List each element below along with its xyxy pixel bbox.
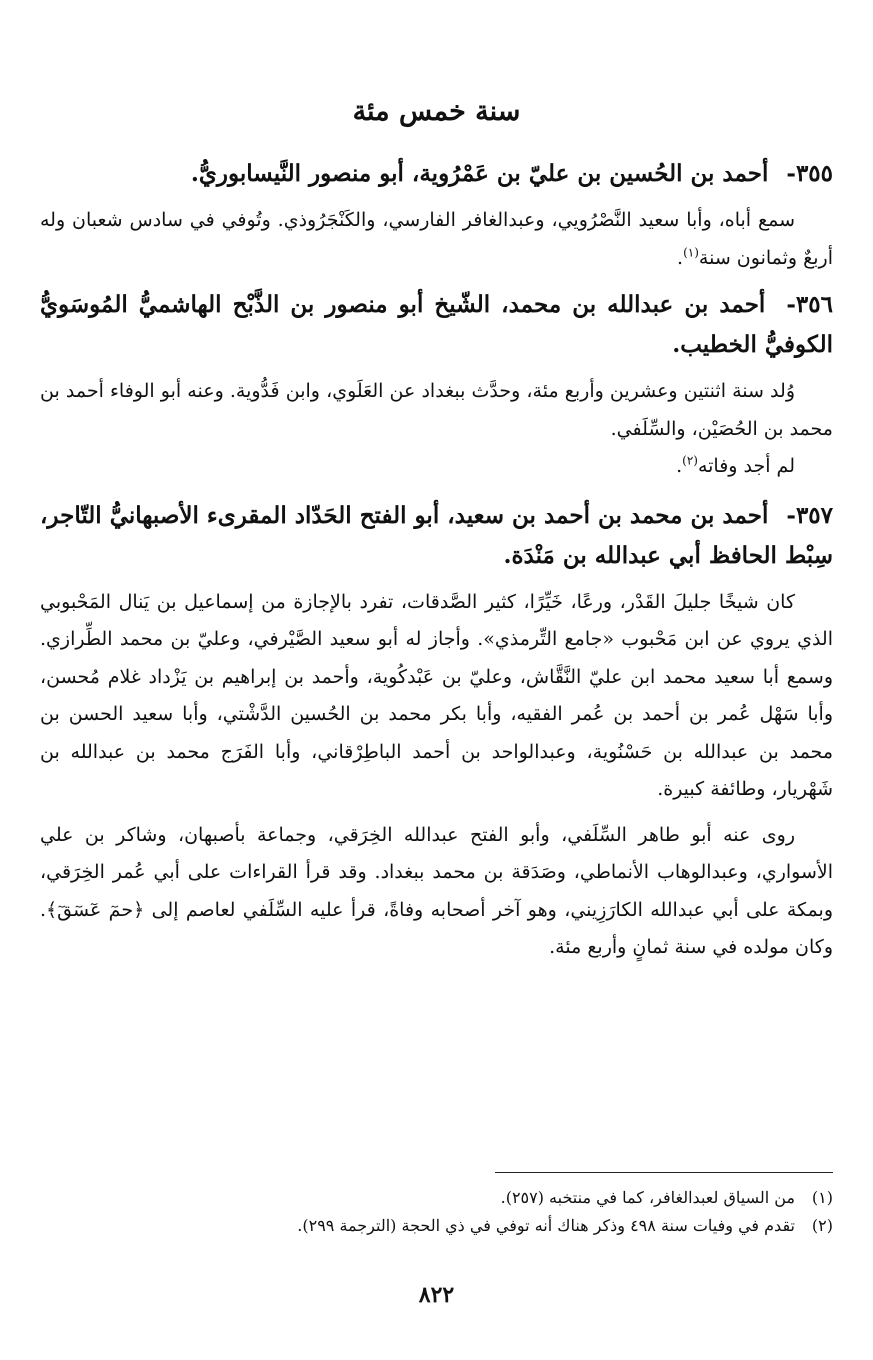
footnote-text: تقدم في وفيات سنة ٤٩٨ وذكر هناك أنه توفي في ذي الحجة (الترجمة ٢٩٩). — [297, 1216, 795, 1235]
entry-text: لم أجد وفاته — [697, 455, 795, 477]
footnote-2 — [40, 1212, 833, 1240]
entry-357-text: كان شيخًا جليلَ القَدْر، ورعًا، خَيِّرًا، كثير الصَّدقات، تفرد بالإجازة من إسماعيل بن يَنال المَحْبوبي الذي يروي عن ابن مَحْبوب «جامع التِّرمذي». وأجاز له أبو سعيد الصَّيْرفي، وعليّ بن محمد الطِّرازي. وسمع أبا سعيد محمد ابن عليّ النَّقَّاش، وعليّ بن عَبْدكُوية، وأحمد بن إبراهيم بن يَزْداد غلام مُحسن، وأبا سَهْل عُمر بن أحمد بن عُمر الفقيه، وأبا بكر محمد بن الحُسين الدَّشْتي، وأبا سعيد الحسن بن محمد بن عبدالله بن حَسْنُوية، وعبدالواحد بن أحمد الباطِرْقاني، وأبا الفَرَج محمد بن عبدالله بن شَهْريار، وطائفة كبيرة. — [40, 590, 833, 800]
entry-name: أحمد بن الحُسين بن عليّ بن عَمْرُوية، أبو منصور النَّيسابوريُّ. — [190, 160, 769, 187]
entry-356-text: وُلد سنة اثنتين وعشرين وأربع مئة، وحدَّث ببغداد عن العَلَوي، وابن فَدُّوية. وعنه أبو الوفاء أحمد بن محمد بن الحُصَيْن، والسِّلَفي. — [40, 380, 833, 440]
entry-355-heading — [40, 154, 833, 194]
footnote-ref-1: (١) — [683, 245, 699, 260]
footnote-number: (١) — [811, 1188, 833, 1207]
footnote-number: (٢) — [811, 1216, 833, 1235]
book-page — [40, 92, 833, 1360]
entry-name: أحمد بن محمد بن أحمد بن سعيد، أبو الفتح الحَدّاد المقرىء الأصبهانيُّ التّاجر، سِبْط الحافظ أبي عبدالله بن مَنْدَة. — [40, 501, 833, 569]
footnotes — [40, 1184, 833, 1240]
entry-number: ٣٥٦- — [786, 291, 833, 318]
footnote-1 — [40, 1184, 833, 1212]
entry-number: ٣٥٧- — [786, 501, 833, 529]
page-number: ٨٢٢ — [418, 1282, 455, 1308]
entry-356-death-note: لم أجد وفاته$^{(٢)}$. — [676, 453, 795, 477]
footnote-divider — [495, 1172, 833, 1173]
footnote-text: من السياق لعبدالغافر، كما في منتخبه (٢٥٧). — [500, 1188, 795, 1207]
entry-text: سمع أباه، وأبا سعيد النَّصْرُويي، وعبدالغافر الفارسي، والكَنْجَرُوذي. وتُوفي في سادس شعبان وله أربعٌ وثمانون سنة — [40, 209, 833, 269]
entry-356-heading — [40, 285, 833, 365]
entry-357-narrators: روى عنه أبو طاهر السِّلَفي، وأبو الفتح عبدالله الخِرَقي، وجماعة بأصبهان، وشاكر بن علي الأسواري، وعبدالوهاب الأنماطي، وصَدَقة بن محمد ببغداد. وقد قرأ القراءات على أبي عُمر الخِرَقي، وبمكة على أبي عبدالله الكارَزِيني، وهو آخر أصحابه وفاةً، قرأ عليه السِّلَفي لعاصم إلى ﴿حمٓ عٓسٓقٓ﴾. وكان مولده في سنة ثمانٍ وأربع مئة. — [40, 823, 833, 958]
entry-name: أحمد بن عبدالله بن محمد، الشّيخ أبو منصور بن الذَّبْح الهاشميُّ المُوسَويُّ الكوفيُّ الخطيب. — [40, 291, 833, 358]
entry-355-text: سمع أباه، وأبا سعيد النَّصْرُويي، وعبدالغافر الفارسي، والكَنْجَرُوذي. وتُوفي في سادس شعبان وله أربعٌ وثمانون سنة$^{(١)}$. — [40, 209, 833, 269]
footnote-ref-2: (٢) — [682, 453, 698, 468]
entry-number: ٣٥٥- — [786, 160, 833, 187]
section-title: سنة خمس مئة — [352, 96, 521, 127]
entry-357-heading — [40, 496, 833, 576]
